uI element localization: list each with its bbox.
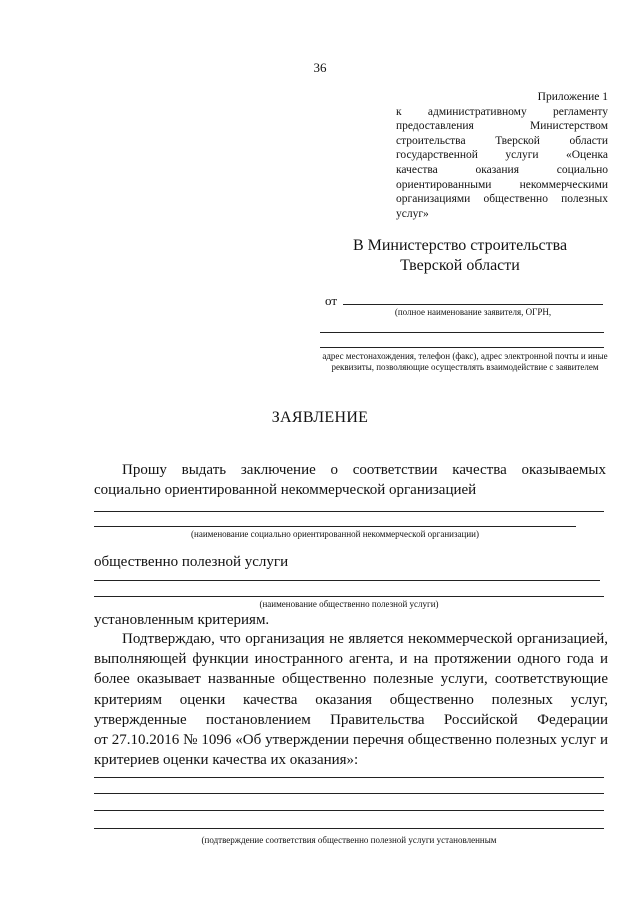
applicant-name-field[interactable] xyxy=(343,304,603,305)
appendix-line: услуг» xyxy=(396,207,429,220)
appendix-line: качества оказания социально xyxy=(396,163,608,176)
confirmation-field-1[interactable] xyxy=(94,777,604,778)
appendix-header: Приложение 1 xyxy=(537,91,608,103)
service-caption: (наименование общественно полезной услуги) xyxy=(259,599,439,609)
service-label: общественно полезной услуги xyxy=(94,554,289,570)
applicant-address-caption: адрес местонахождения, телефон (факс), адрес электронной почты и иные реквизиты, позволяющие осуществлять взаимодействие с заявителем xyxy=(322,351,608,372)
organization-caption: (наименование социально ориентированной некоммерческой организации) xyxy=(191,529,479,539)
document-title: ЗАЯВЛЕНИЕ xyxy=(271,409,369,426)
confirmation-field-3[interactable] xyxy=(94,810,604,811)
from-label: от xyxy=(325,293,338,308)
paragraph-line: критериям оценки качества оказания общественно полезных услуг, xyxy=(94,691,608,708)
addressee-block xyxy=(300,236,620,276)
request-line-2: социально ориентированной некоммерческой организацией xyxy=(94,482,477,498)
confirmation-paragraph xyxy=(94,629,608,770)
addressee-line: В Министерство строительства xyxy=(352,237,568,254)
appendix-line: ориентированными некоммерческими xyxy=(396,178,608,191)
paragraph-line: более оказывает названные общественно полезные услуги, соответствующие xyxy=(94,671,608,688)
criteria-line: установленным критериям. xyxy=(94,612,270,628)
paragraph-line: Подтверждаю, что организация не является некоммерческой организацией, xyxy=(122,631,608,647)
paragraph-line: утвержденные постановлением Правительства Российской Федерации xyxy=(94,711,608,728)
organization-field[interactable] xyxy=(94,511,604,512)
paragraph-line: от 27.10.2016 № 1096 «Об утверждении перечня общественно полезных услуг и xyxy=(94,732,608,749)
request-line-1: Прошу выдать заключение о соответствии качества оказываемых xyxy=(122,462,606,478)
confirmation-caption: (подтверждение соответствия общественно полезной услуги установленным xyxy=(201,835,497,845)
service-field[interactable] xyxy=(94,580,600,581)
appendix-line: строительства Тверской области xyxy=(396,134,608,147)
appendix-line: к административному регламенту xyxy=(396,105,608,118)
confirmation-field-2[interactable] xyxy=(94,793,604,794)
appendix-line: организациями общественно полезных xyxy=(396,193,608,206)
applicant-details-field[interactable] xyxy=(320,332,604,333)
paragraph-line: критериев оценки качества их оказания»: xyxy=(94,752,359,769)
appendix-block xyxy=(396,90,608,221)
page-number: 36 xyxy=(313,60,327,75)
organization-field-2[interactable] xyxy=(94,526,576,527)
confirmation-field-4[interactable] xyxy=(94,828,604,829)
paragraph-line: выполняющей функции иностранного агента, и на протяжении одного года и xyxy=(94,651,608,668)
service-field-2[interactable] xyxy=(94,596,604,597)
appendix-line: государственной услуги «Оценка xyxy=(396,149,608,162)
applicant-details-field-2[interactable] xyxy=(320,347,604,348)
appendix-line: предоставления Министерством xyxy=(396,120,608,133)
addressee-line: Тверской области xyxy=(400,257,520,274)
applicant-name-caption: (полное наименование заявителя, ОГРН, xyxy=(394,307,552,317)
